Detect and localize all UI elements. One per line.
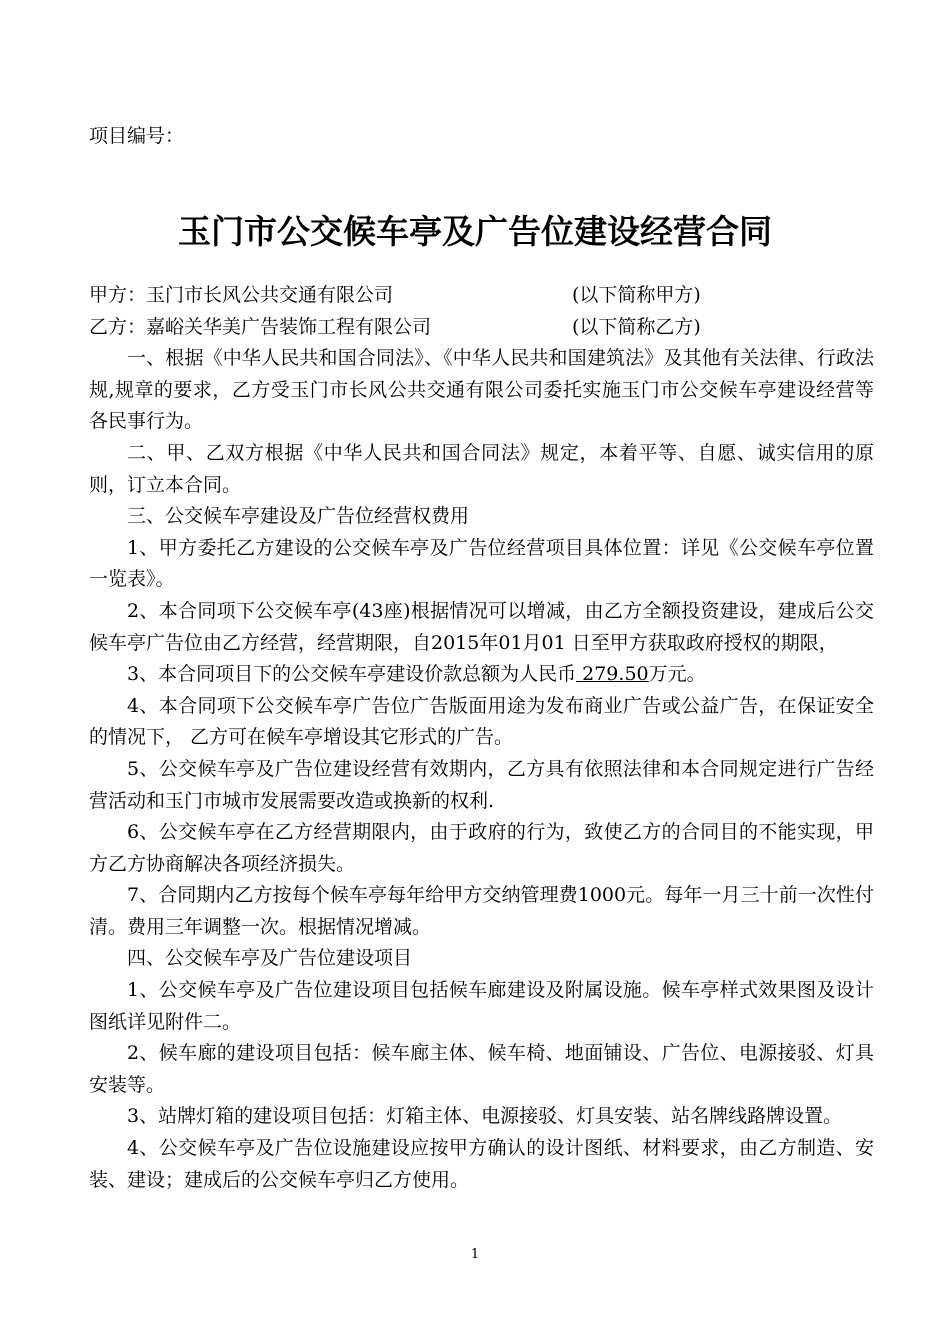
- party-a-label: 甲方：: [89, 284, 147, 306]
- price-amount: 279.50: [576, 663, 649, 686]
- section-4-heading: 四、公交候车亭及广告位建设项目: [127, 947, 413, 970]
- party-a-line: [89, 280, 874, 312]
- party-b-note: (以下简称乙方): [572, 315, 701, 338]
- party-b-label: 乙方：: [89, 315, 147, 338]
- section-3-item-2: 2、本合同项下公交候车亭(43座)根据情况可以增减，由乙方全额投资建设，建成后公交候车亭广告位由乙方经营，经营期限，自2015年01月01 日至甲方获取政府授权的期限，: [89, 599, 874, 654]
- section-3-item-3: [89, 659, 874, 691]
- section-3-item-6: 6、公交候车亭在乙方经营期限内，由于政府的行为，致使乙方的合同目的不能实现，甲方乙方协商解决各项经济损失。: [89, 821, 874, 875]
- price-text: 3、本合同项目下的公交候车亭建设价款总额为人民币: [127, 663, 577, 686]
- contract-body: [89, 280, 874, 1196]
- section-4-item-4: 4、公交候车亭及广告位设施建设应按甲方确认的设计图纸、材料要求，由乙方制造、安装、建设；建成后的公交候车亭归乙方使用。: [89, 1137, 874, 1191]
- contract-title: 玉门市公交候车亭及广告位建设经营合同: [178, 212, 772, 251]
- section-3-item-7: 7、合同期内乙方按每个候车亭每年给甲方交纳管理费1000元。每年一月三十前一次性付清。费用三年调整一次。根据情况增减。: [89, 884, 874, 938]
- clause-2-principles: 二、甲、乙双方根据《中华人民共和国合同法》规定，本着平等、自愿、诚实信用的原则，订立本合同。: [89, 441, 874, 496]
- section-3-item-1: 1、甲方委托乙方建设的公交候车亭及广告位经营项目具体位置：详见《公交候车亭位置一览表》。: [89, 536, 874, 591]
- project-number-label: 项目编号：: [89, 125, 185, 147]
- party-a-name: 玉门市长风公共交通有限公司: [146, 284, 394, 306]
- page-number: 1: [470, 1247, 480, 1262]
- section-4-item-1: 1、公交候车亭及广告位建设项目包括候车廊建设及附属设施。候车亭样式效果图及设计图纸详见附件二。: [89, 979, 874, 1033]
- section-3-heading: 三、公交候车亭建设及广告位经营权费用: [127, 505, 470, 528]
- price-unit: 万元。: [648, 663, 706, 686]
- clause-1-legal-basis: 一、根据《中华人民共和国合同法》、《中华人民共和国建筑法》及其他有关法律、行政法规,规章的要求，乙方受玉门市长风公共交通有限公司委托实施玉门市公交候车亭建设经营等各民事行为。: [89, 347, 874, 433]
- party-b-line: [89, 312, 874, 344]
- section-3-item-5: 5、公交候车亭及广告位建设经营有效期内，乙方具有依照法律和本合同规定进行广告经营活动和玉门市城市发展需要改造或换新的权利.: [89, 757, 874, 812]
- party-a-note: (以下简称甲方): [572, 284, 701, 306]
- party-b-name: 嘉峪关华美广告装饰工程有限公司: [146, 315, 432, 338]
- section-4-item-2: 2、候车廊的建设项目包括：候车廊主体、候车椅、地面铺设、广告位、电源接驳、灯具安装等。: [89, 1042, 874, 1096]
- section-3-item-4: 4、本合同项下公交候车亭广告位广告版面用途为发布商业广告或公益广告，在保证安全的情况下， 乙方可在候车亭增设其它形式的广告。: [89, 694, 874, 749]
- section-4-item-3: 3、站牌灯箱的建设项目包括：灯箱主体、电源接驳、灯具安装、站名牌线路牌设置。: [127, 1105, 843, 1128]
